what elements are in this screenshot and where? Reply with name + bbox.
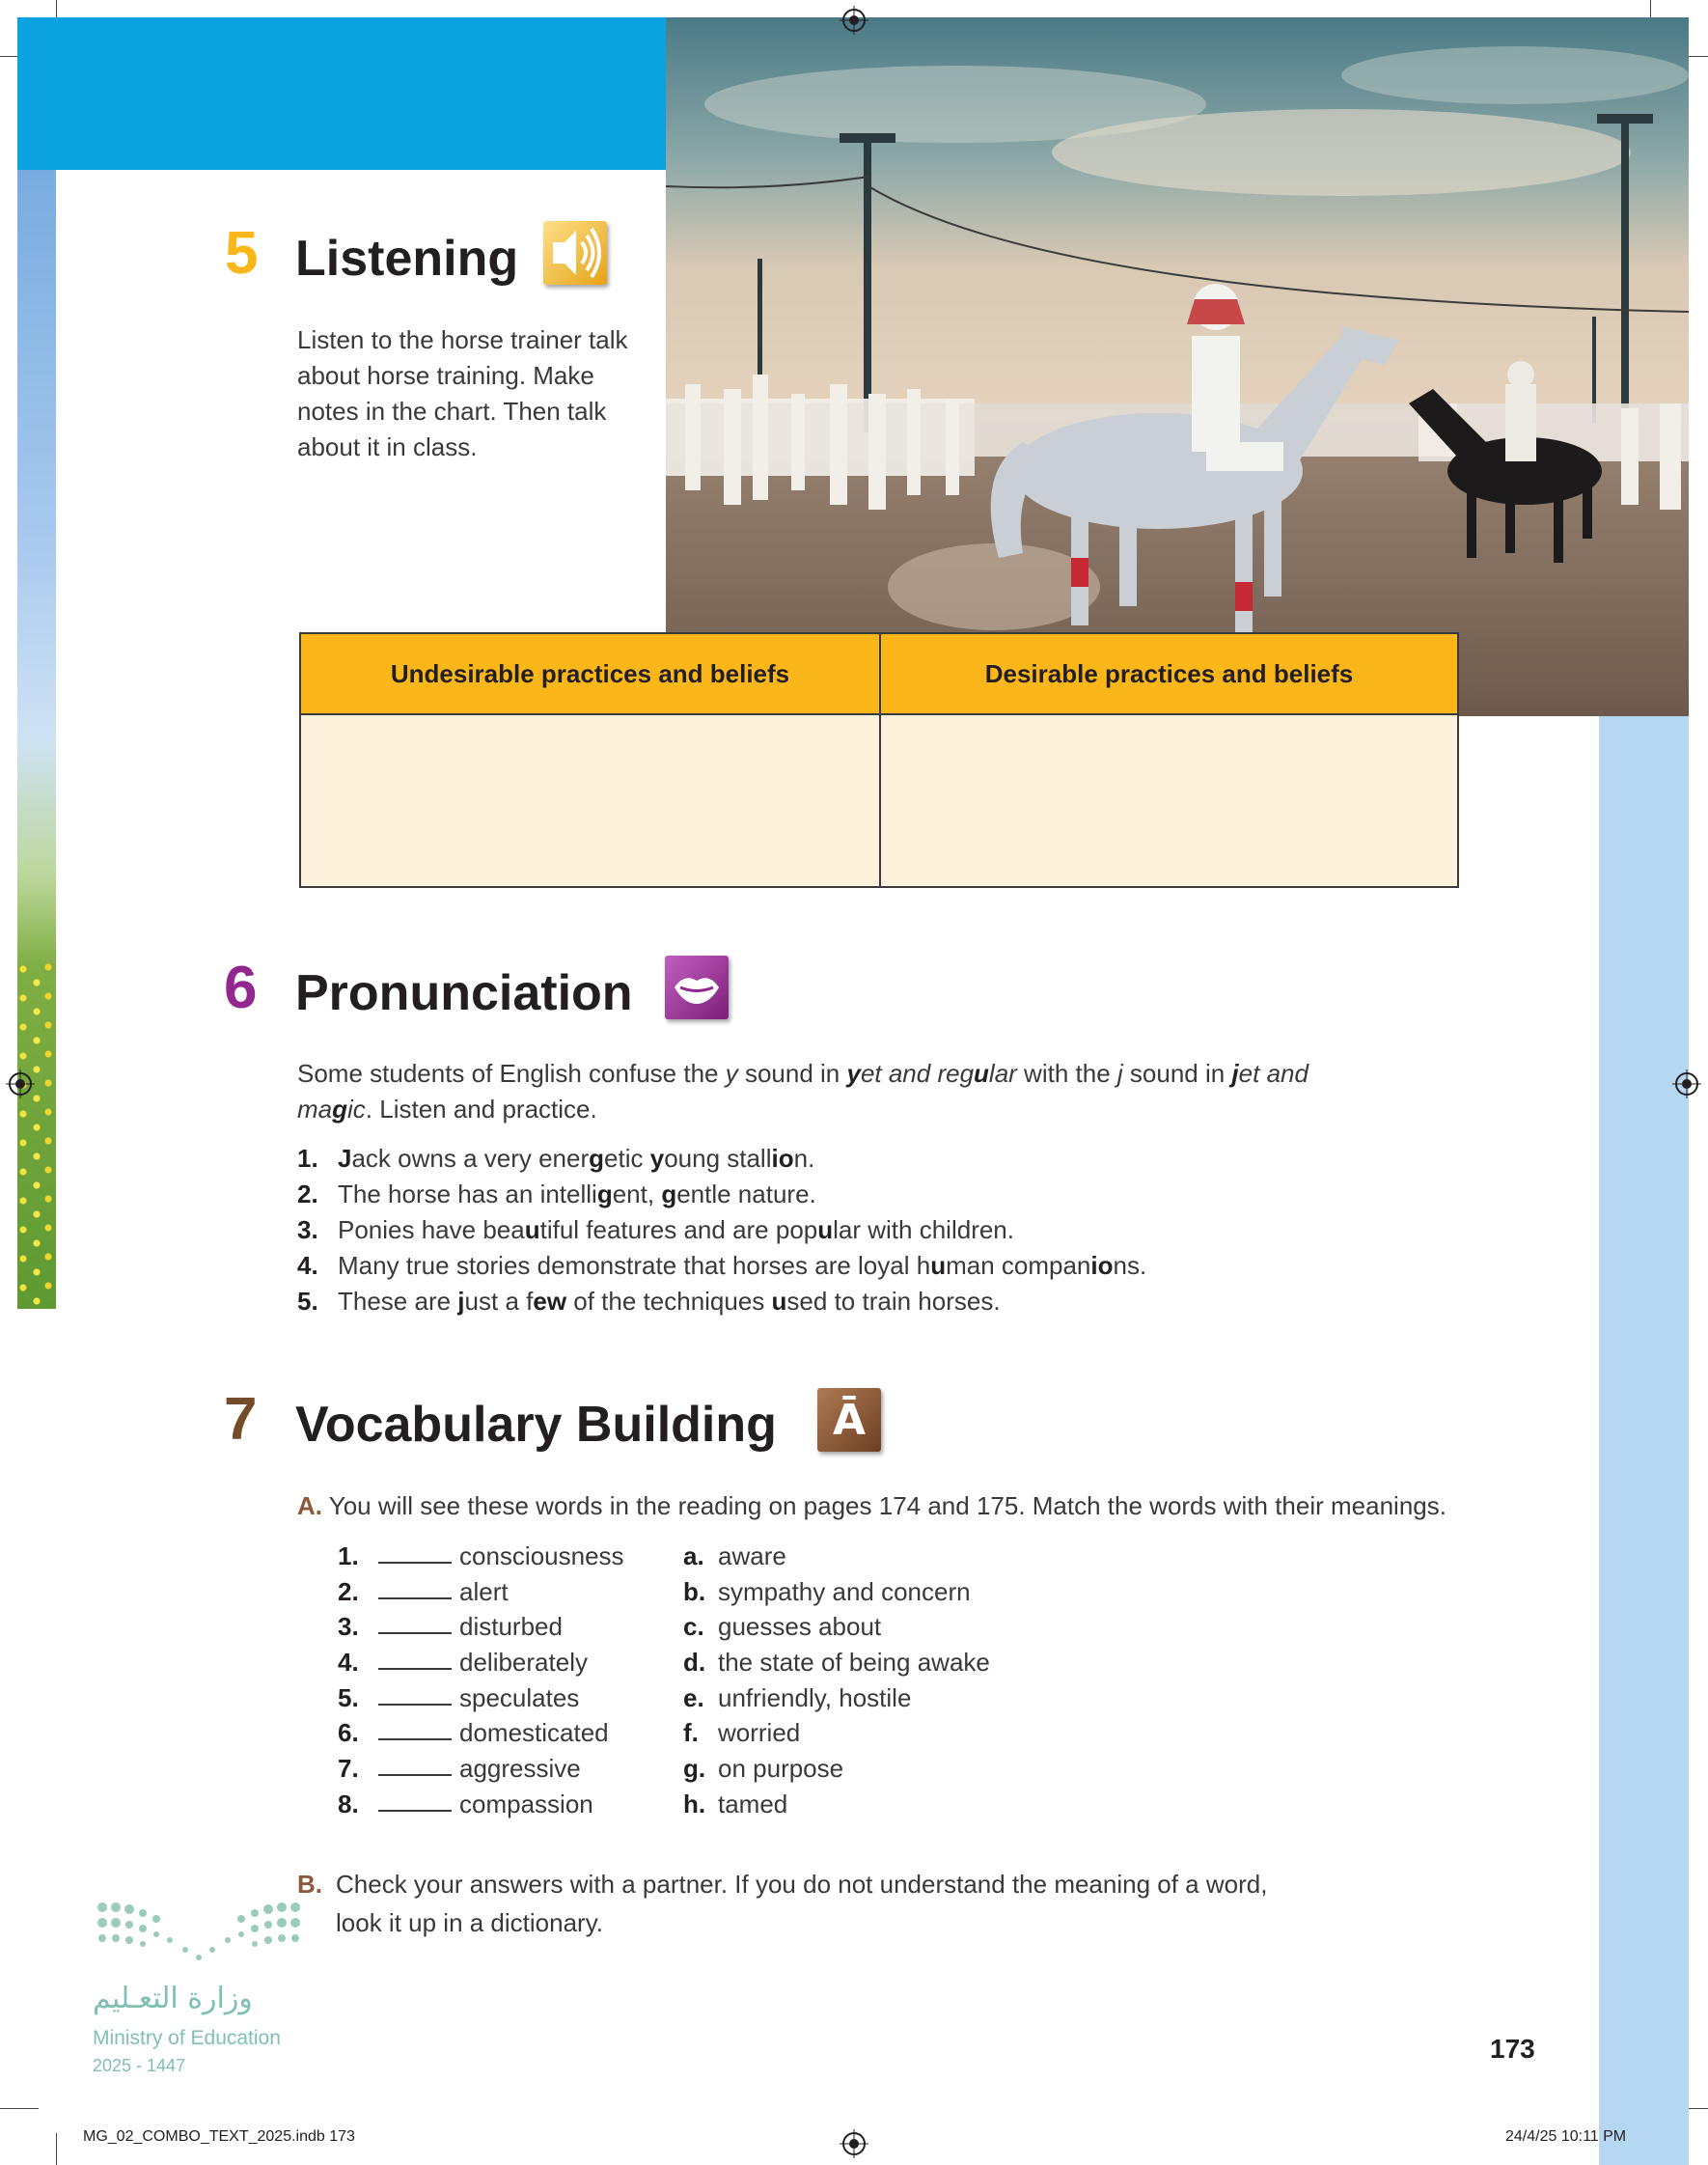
sentence-fragment: tiful features and are pop: [539, 1215, 818, 1244]
lips-icon[interactable]: [665, 956, 729, 1019]
sentence-fragment: u: [930, 1251, 947, 1280]
vocab-meaning-item: [683, 1751, 990, 1787]
answer-blank[interactable]: [378, 1680, 452, 1706]
vocab-word: disturbed: [459, 1612, 563, 1642]
part-b-line: Check your answers with a partner. If you do not understand the meaning of a word,: [336, 1870, 1268, 1899]
vocab-meaning-item: [683, 1645, 990, 1680]
section-5-number: 5: [225, 220, 259, 287]
meaning-text: tamed: [718, 1789, 788, 1818]
vocab-number: 8.: [338, 1789, 359, 1818]
right-margin-strip: [1599, 716, 1689, 2165]
vocab-word: alert: [459, 1576, 509, 1606]
intro-text: ic: [347, 1095, 366, 1124]
meaning-letter: c.: [683, 1612, 704, 1642]
item-number: 1.: [297, 1144, 318, 1173]
meaning-letter: d.: [683, 1648, 706, 1678]
answer-blank[interactable]: [378, 1751, 452, 1776]
sentence-fragment: u: [771, 1287, 787, 1316]
section-5-title: Listening: [295, 231, 519, 287]
vocab-word-item: [338, 1609, 624, 1645]
item-number: 4.: [297, 1251, 318, 1280]
sentence-fragment: entle nature.: [676, 1180, 816, 1208]
intro-text: sound in: [737, 1059, 847, 1088]
intro-text: et and: [860, 1059, 938, 1088]
intro-text: j: [1231, 1059, 1239, 1088]
meaning-text: unfriendly, hostile: [718, 1682, 912, 1712]
intro-text: y: [846, 1059, 861, 1088]
intro-text: with the: [1016, 1059, 1117, 1088]
vocab-words-list: [338, 1539, 624, 1822]
meaning-letter: a.: [683, 1541, 704, 1570]
vocab-number: 4.: [338, 1648, 359, 1678]
item-sentence: [338, 1177, 816, 1212]
sentence-fragment: g: [589, 1144, 605, 1173]
meaning-text: aware: [718, 1541, 786, 1570]
vocab-number: 3.: [338, 1612, 359, 1642]
sentence-fragment: ns.: [1113, 1251, 1147, 1280]
section-6-number: 6: [224, 955, 258, 1021]
meaning-letter: e.: [683, 1682, 704, 1712]
pronunciation-item: [297, 1141, 1146, 1177]
desirable-notes-cell[interactable]: [881, 715, 1457, 886]
meaning-letter: f.: [683, 1718, 699, 1748]
meaning-text: sympathy and concern: [718, 1576, 971, 1606]
vocab-word-item: [338, 1787, 624, 1822]
answer-blank[interactable]: [378, 1539, 452, 1564]
pronunciation-item: [297, 1284, 1146, 1319]
answer-blank[interactable]: [378, 1574, 452, 1599]
meaning-letter: b.: [683, 1576, 706, 1606]
crop-mark: [56, 2133, 57, 2165]
sentence-fragment: y: [649, 1144, 665, 1173]
sentence-fragment: g: [596, 1180, 613, 1208]
intro-text: reg: [937, 1059, 975, 1088]
vocab-number: 7.: [338, 1754, 359, 1784]
pronunciation-item: [297, 1248, 1146, 1284]
vocab-number: 1.: [338, 1541, 359, 1570]
sentence-fragment: ent,: [612, 1180, 662, 1208]
vocab-word: compassion: [459, 1789, 593, 1818]
vocab-meaning-item: [683, 1680, 990, 1716]
vocab-word-item: [338, 1715, 624, 1751]
meaning-text: the state of being awake: [718, 1648, 990, 1678]
vocabulary-letter-icon[interactable]: [817, 1388, 881, 1452]
undesirable-header: Undesirable practices and beliefs: [301, 634, 879, 715]
vocab-meaning-item: [683, 1715, 990, 1751]
vocab-word-item: [338, 1751, 624, 1787]
vocab-word: aggressive: [459, 1754, 581, 1784]
section-7-title: Vocabulary Building: [295, 1397, 777, 1453]
page-number: 173: [1490, 2034, 1535, 2064]
meaning-letter: g.: [683, 1754, 706, 1784]
sentence-fragment: g: [661, 1180, 677, 1208]
intro-text: . Listen and practice.: [365, 1095, 597, 1124]
vocab-word: domesticated: [459, 1718, 609, 1748]
vocab-number: 2.: [338, 1576, 359, 1606]
intro-text: y: [725, 1059, 738, 1088]
vocabulary-icon-letter: Ā: [832, 1395, 867, 1445]
item-number: 3.: [297, 1215, 318, 1244]
sentence-fragment: lar with children.: [833, 1215, 1014, 1244]
answer-blank[interactable]: [378, 1715, 452, 1740]
instruction-line: about it in class.: [297, 432, 478, 461]
part-a-instruction: [297, 1488, 1446, 1524]
registration-mark-icon: [840, 6, 868, 35]
ministry-name-english: Ministry of Education: [93, 2027, 281, 2049]
meaning-letter: h.: [683, 1789, 706, 1818]
sentence-fragment: ew: [533, 1287, 567, 1316]
meaning-text: worried: [718, 1718, 801, 1748]
section-7-number: 7: [224, 1386, 258, 1453]
sentence-fragment: j: [457, 1287, 465, 1316]
item-sentence: [338, 1284, 1001, 1319]
intro-text: ma: [297, 1095, 333, 1124]
vocab-word: consciousness: [459, 1541, 624, 1570]
section-6-title: Pronunciation: [295, 965, 633, 1021]
intro-text: Some students of English confuse the: [297, 1059, 726, 1088]
speaker-audio-icon[interactable]: [543, 221, 607, 285]
vocab-word-item: [338, 1680, 624, 1716]
pronunciation-item: [297, 1212, 1146, 1248]
sentence-fragment: These are: [338, 1287, 458, 1316]
item-sentence: [338, 1248, 1146, 1284]
intro-line-2: [297, 1092, 1571, 1127]
vocab-word-item: [338, 1574, 624, 1610]
horse-riders-photo: [666, 17, 1689, 716]
instruction-line: notes in the chart. Then talk: [297, 397, 607, 426]
vocab-word: speculates: [459, 1682, 580, 1712]
sentence-fragment: io: [1090, 1251, 1114, 1280]
part-b-line: look it up in a dictionary.: [336, 1908, 603, 1937]
answer-blank[interactable]: [378, 1645, 452, 1670]
meaning-text: guesses about: [718, 1612, 882, 1642]
ministry-year: 2025 - 1447: [93, 2056, 186, 2075]
top-banner: [17, 17, 666, 170]
vocab-meanings-list: [683, 1539, 990, 1822]
vocab-number: 5.: [338, 1682, 359, 1712]
notes-chart: [299, 632, 1459, 888]
footer-date: 24/4/25 10:11 PM: [1505, 2128, 1627, 2145]
sentence-fragment: sed to train horses.: [786, 1287, 1001, 1316]
intro-text: j: [1116, 1059, 1123, 1088]
desirable-header: Desirable practices and beliefs: [881, 634, 1457, 715]
vocab-meaning-item: [683, 1574, 990, 1610]
sentence-fragment: ust a f: [464, 1287, 534, 1316]
intro-text: u: [974, 1059, 989, 1088]
sentence-fragment: u: [817, 1215, 834, 1244]
left-nature-strip: [17, 170, 56, 1309]
meaning-text: on purpose: [718, 1754, 844, 1784]
listening-instructions: [297, 322, 628, 465]
answer-blank[interactable]: [378, 1787, 452, 1812]
footer-file-info: MG_02_COMBO_TEXT_2025.indb 173: [83, 2128, 355, 2145]
sentence-fragment: oung stall: [664, 1144, 772, 1173]
registration-mark-icon: [1672, 1069, 1701, 1098]
part-b-instruction: [297, 1865, 1267, 1942]
intro-text: lar: [988, 1059, 1017, 1088]
intro-text: g: [332, 1095, 348, 1124]
item-number: 2.: [297, 1180, 318, 1208]
vocab-word-item: [338, 1645, 624, 1680]
sentence-fragment: ack owns a very ener: [351, 1144, 590, 1173]
instruction-line: about horse training. Make: [297, 361, 594, 390]
sentence-fragment: man compan: [946, 1251, 1091, 1280]
intro-text: sound in: [1122, 1059, 1232, 1088]
pronunciation-item: [297, 1177, 1146, 1212]
item-sentence: [338, 1212, 1014, 1248]
pronunciation-intro: [297, 1056, 1571, 1127]
ministry-name-arabic: وزارة التعـليم: [93, 1982, 253, 2015]
part-a-text: You will see these words in the reading on pages 174 and 175. Match the words with their meanings.: [328, 1491, 1446, 1520]
part-b-label: B.: [297, 1870, 322, 1899]
answer-blank[interactable]: [378, 1609, 452, 1634]
vocab-meaning-item: [683, 1787, 990, 1822]
sentence-fragment: Many true stories demonstrate that horses are loyal h: [338, 1251, 931, 1280]
intro-line-1: [297, 1056, 1571, 1092]
chart-divider: [879, 634, 881, 886]
crop-mark: [0, 2108, 39, 2109]
intro-text: et and: [1238, 1059, 1309, 1088]
registration-mark-icon: [840, 2129, 868, 2158]
sentence-fragment: Ponies have bea: [338, 1215, 525, 1244]
sentence-fragment: of the techniques: [566, 1287, 772, 1316]
pronunciation-list: [297, 1141, 1146, 1319]
sentence-fragment: J: [338, 1144, 352, 1173]
sentence-fragment: The horse has an intelli: [338, 1180, 597, 1208]
vocab-number: 6.: [338, 1718, 359, 1748]
item-number: 5.: [297, 1287, 318, 1316]
sentence-fragment: io: [771, 1144, 794, 1173]
instruction-line: Listen to the horse trainer talk: [297, 325, 628, 354]
sentence-fragment: n.: [793, 1144, 815, 1173]
ministry-logo-dots-icon: [93, 1898, 305, 1967]
vocab-word-item: [338, 1539, 624, 1574]
sentence-fragment: etic: [604, 1144, 650, 1173]
part-a-label: A.: [297, 1491, 322, 1520]
vocab-meaning-item: [683, 1539, 990, 1574]
registration-mark-icon: [6, 1069, 35, 1098]
undesirable-notes-cell[interactable]: [301, 715, 879, 886]
vocab-meaning-item: [683, 1609, 990, 1645]
sentence-fragment: u: [524, 1215, 540, 1244]
vocab-word: deliberately: [459, 1648, 588, 1678]
item-sentence: [338, 1141, 814, 1177]
